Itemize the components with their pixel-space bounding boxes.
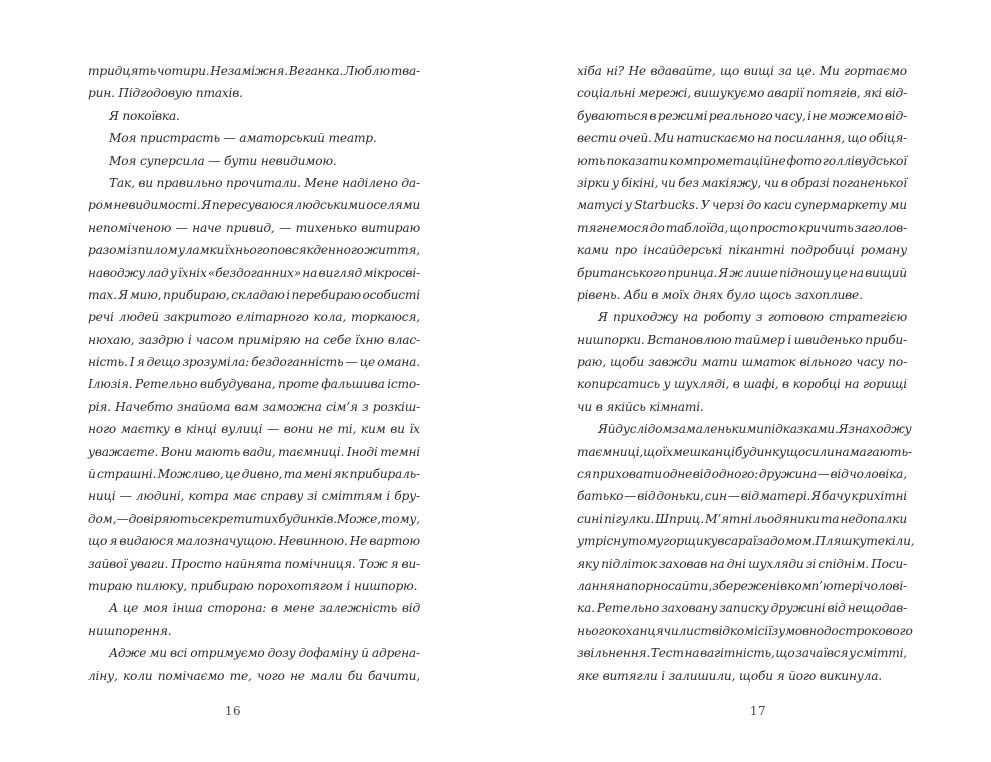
text-line: яку підліток заховав на дні шухляди зі спіднім. Поси-	[577, 556, 907, 571]
text-line: хіба ні? Не вдавайте, що вищі за це. Ми гортаємо	[577, 64, 907, 78]
text-line: тягнемося до таблоїда, що просто кричить заголов-	[577, 220, 907, 235]
text-line: нишпорки. Встановлюю таймер і швиденько приби-	[577, 332, 907, 347]
text-line: звільнення. Тест на вагітність, що зачаївся у смітті,	[577, 646, 907, 661]
text-line: наводжу лад у їхніх «бездоганних» на вигляд мікросві-	[88, 265, 420, 280]
page-right	[496, 0, 991, 762]
text-line: сині пігулки. Шприц. М’ятні льодяники та недопалки	[577, 511, 907, 526]
text-line: Моя пристрасть — аматорський театр.	[109, 131, 377, 146]
text-line: копирсатись у шухляді, в шафі, в коробці на горищі	[577, 377, 907, 392]
text-line: Я йду слідом за маленькими підказками. Я знаходжу	[598, 422, 912, 437]
text-line: нюхаю, заздрю і часом приміряю на себе їхню влас-	[88, 332, 420, 347]
text-line: Я приходжу на роботу з готовою стратегією	[598, 310, 907, 325]
text-line: тридцять чотири. Незаміжня. Веганка. Люблю тва-	[88, 64, 420, 78]
text-line: Моя суперсила — бути невидимою.	[109, 153, 337, 168]
text-line: Я покоївка.	[109, 108, 180, 123]
text-line: уважаєте. Вони мають вади, таємниці. Іноді темні	[88, 444, 420, 459]
text-line: раю, щоби завжди мати шматок вільного часу по-	[577, 355, 907, 370]
text-line: ром невидимості. Я пересуваюся людськими оселями	[88, 198, 420, 213]
text-line: ками про інсайдерські пікантні подробиці роману	[577, 243, 907, 258]
text-line: нишпорення.	[88, 623, 172, 638]
page-left-text-column	[88, 60, 420, 687]
text-line: британського принца. Я ж лише підношу це на вищий	[577, 265, 907, 280]
text-line: батько — від доньки, син — від матері. Я бачу крихітні	[577, 489, 907, 504]
text-line: буваються в режимі реального часу, і не можемо від-	[577, 108, 907, 123]
text-line: таємниці, що їх мешканці будинку щосили намагають-	[577, 444, 912, 459]
text-line: рин. Підгодовую птахів.	[88, 86, 243, 101]
text-line: речі людей закритого елітарного кола, торкаюся,	[88, 310, 420, 325]
text-line: яке витягли і залишили, щоби я його викинула.	[577, 668, 882, 683]
text-line: тираю пилюку, прибираю порохотягом і нишпорю.	[88, 578, 418, 593]
text-line: ліну, коли помічаємо те, чого не мали би бачити,	[88, 668, 420, 683]
text-line: Так, ви правильно прочитали. Мене наділено да-	[109, 175, 420, 190]
text-line: рія. Начебто знайома вам заможна сім’я з розкіш-	[88, 399, 420, 414]
text-line: разом із пилом уламки їхнього повсякденного життя,	[88, 243, 420, 258]
text-line: нього коханця чи лист від комісії з умовно дострокового	[577, 623, 913, 638]
page-number-left: 16	[224, 704, 242, 718]
text-line: ність. І я дещо зрозуміла: бездоганність — це омана.	[88, 355, 420, 370]
text-line: що я видаюся малозначущою. Невинною. Не вартою	[88, 534, 420, 549]
text-line: зірки у бікіні, чи без макіяжу, чи в образі поганенької	[577, 175, 907, 190]
text-line: соціальні мережі, вишукуємо аварії потягів, які від-	[577, 86, 907, 101]
text-line: матусі у Starbucks. У черзі до каси супермаркету ми	[577, 198, 907, 213]
page-number-right: 17	[749, 704, 767, 718]
text-line: дом, — довіряють секрети тих будинків. Може, тому,	[88, 511, 420, 526]
text-line: й страшні. Можливо, це дивно, та мені як прибираль-	[88, 467, 420, 482]
text-line: лання на порносайти, збережені в комп’ютері чолові-	[577, 578, 907, 593]
text-line: непоміченою — наче привид, — тихенько витираю	[88, 220, 420, 235]
text-line: Ілюзія. Ретельно вибудувана, проте фальшива істо-	[88, 377, 420, 392]
text-line: ся приховати одне від одного: дружина — від чоловіка,	[577, 467, 907, 482]
page-right-text-column	[577, 60, 915, 687]
text-line: тах. Я мию, прибираю, складаю і перебираю особисті	[88, 287, 420, 302]
text-line: рівень. Аби в моїх днях було щось захопливе.	[577, 287, 863, 302]
text-line: чи в якійсь кімнаті.	[577, 399, 704, 414]
text-line: ють показати компрометаційне фото голлівудської	[577, 153, 907, 168]
text-line: зайвої уваги. Просто найнята помічниця. Тож я ви-	[88, 556, 420, 571]
text-line: ного маєтку в кінці вулиці — вони не ті, ким ви їх	[88, 422, 420, 437]
text-line: Адже ми всі отримуємо дозу дофаміну й адрена-	[109, 646, 420, 661]
text-line: ниці — людині, котра має справу зі сміттям і бру-	[88, 489, 420, 504]
text-line: вести очей. Ми натискаємо на посилання, що обіця-	[577, 131, 907, 146]
text-line: у тріснутому горщику в сараї за домом. Пляшку текіли,	[577, 534, 915, 549]
text-line: ка. Ретельно заховану записку дружині від нещодав-	[577, 601, 907, 616]
text-line: А це моя інша сторона: в мене залежність від	[109, 601, 420, 616]
page-left	[0, 0, 495, 762]
